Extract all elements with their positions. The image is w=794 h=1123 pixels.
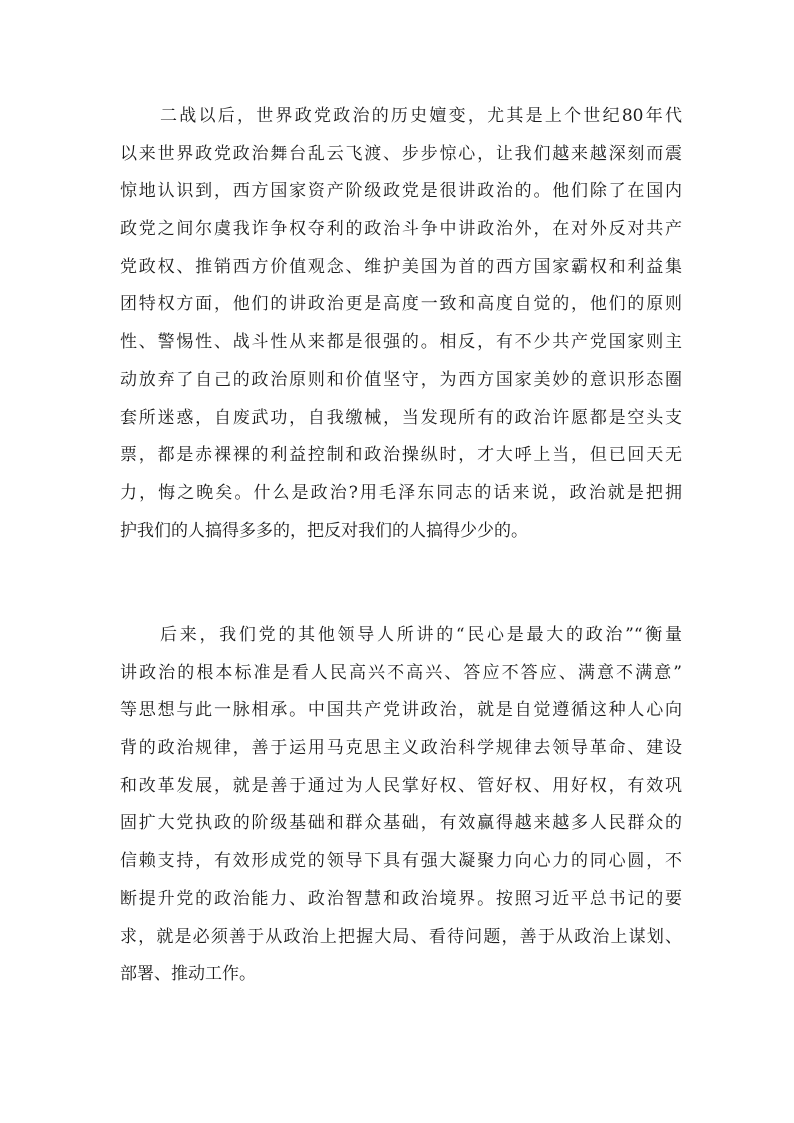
paragraph-2 (120, 617, 682, 994)
paragraph-line: 信赖支持，有效形成党的领导下具有强大凝聚力向心力的同心圆，不 (120, 851, 682, 872)
paragraph-line: 动放弃了自己的政治原则和价值坚守，为西方国家美妙的意识形态圈 (120, 369, 682, 390)
paragraph-line: 护我们的人搞得多多的，把反对我们的人搞得少少的。 (120, 520, 528, 541)
paragraph-line: 力，悔之晚矣。什么是政治?用毛泽东同志的话来说，政治就是把拥 (120, 482, 682, 503)
paragraph-line: 后来，我们党的其他领导人所讲的“民心是最大的政治”“衡量 (160, 625, 682, 645)
paragraph-line: 票，都是赤裸裸的利益控制和政治操纵时，才大呼上当，但已回天无 (120, 445, 682, 466)
paragraph-line: 政党之间尔虞我诈争权夺利的政治斗争中讲政治外，在对外反对共产 (120, 219, 682, 240)
paragraph-line: 党政权、推销西方价值观念、维护美国为首的西方国家霸权和利益集 (120, 256, 682, 277)
paragraph-line: 等思想与此一脉相承。中国共产党讲政治，就是自觉遵循这种人心向 (120, 700, 682, 721)
paragraph-line: 背的政治规律，善于运用马克思主义政治科学规律去领导革命、建设 (120, 738, 682, 759)
paragraph-line: 团特权方面，他们的讲政治更是高度一致和高度自觉的，他们的原则 (120, 294, 682, 315)
paragraph-line: 性、警惕性、战斗性从来都是很强的。相反，有不少共产党国家则主 (120, 332, 682, 353)
paragraph-1 (120, 98, 682, 550)
paragraph-line: 二战以后，世界政党政治的历史嬗变，尤其是上个世纪80年代 (160, 106, 682, 126)
paragraph-line: 套所迷惑，自废武功，自我缴械，当发现所有的政治许愿都是空头支 (120, 407, 682, 428)
paragraph-line: 断提升党的政治能力、政治智慧和政治境界。按照习近平总书记的要 (120, 888, 682, 909)
paragraph-line: 部署、推动工作。 (120, 964, 256, 985)
paragraph-line: 讲政治的根本标准是看人民高兴不高兴、答应不答应、满意不满意” (120, 662, 682, 683)
paragraph-line: 和改革发展，就是善于通过为人民掌好权、管好权、用好权，有效巩 (120, 775, 682, 796)
paragraph-line: 固扩大党执政的阶级基础和群众基础，有效赢得越来越多人民群众的 (120, 813, 682, 834)
paragraph-line: 求，就是必须善于从政治上把握大局、看待问题，善于从政治上谋划、 (120, 926, 682, 947)
paragraph-line: 惊地认识到，西方国家资产阶级政党是很讲政治的。他们除了在国内 (120, 181, 682, 202)
paragraph-line: 以来世界政党政治舞台乱云飞渡、步步惊心，让我们越来越深刻而震 (120, 143, 682, 164)
